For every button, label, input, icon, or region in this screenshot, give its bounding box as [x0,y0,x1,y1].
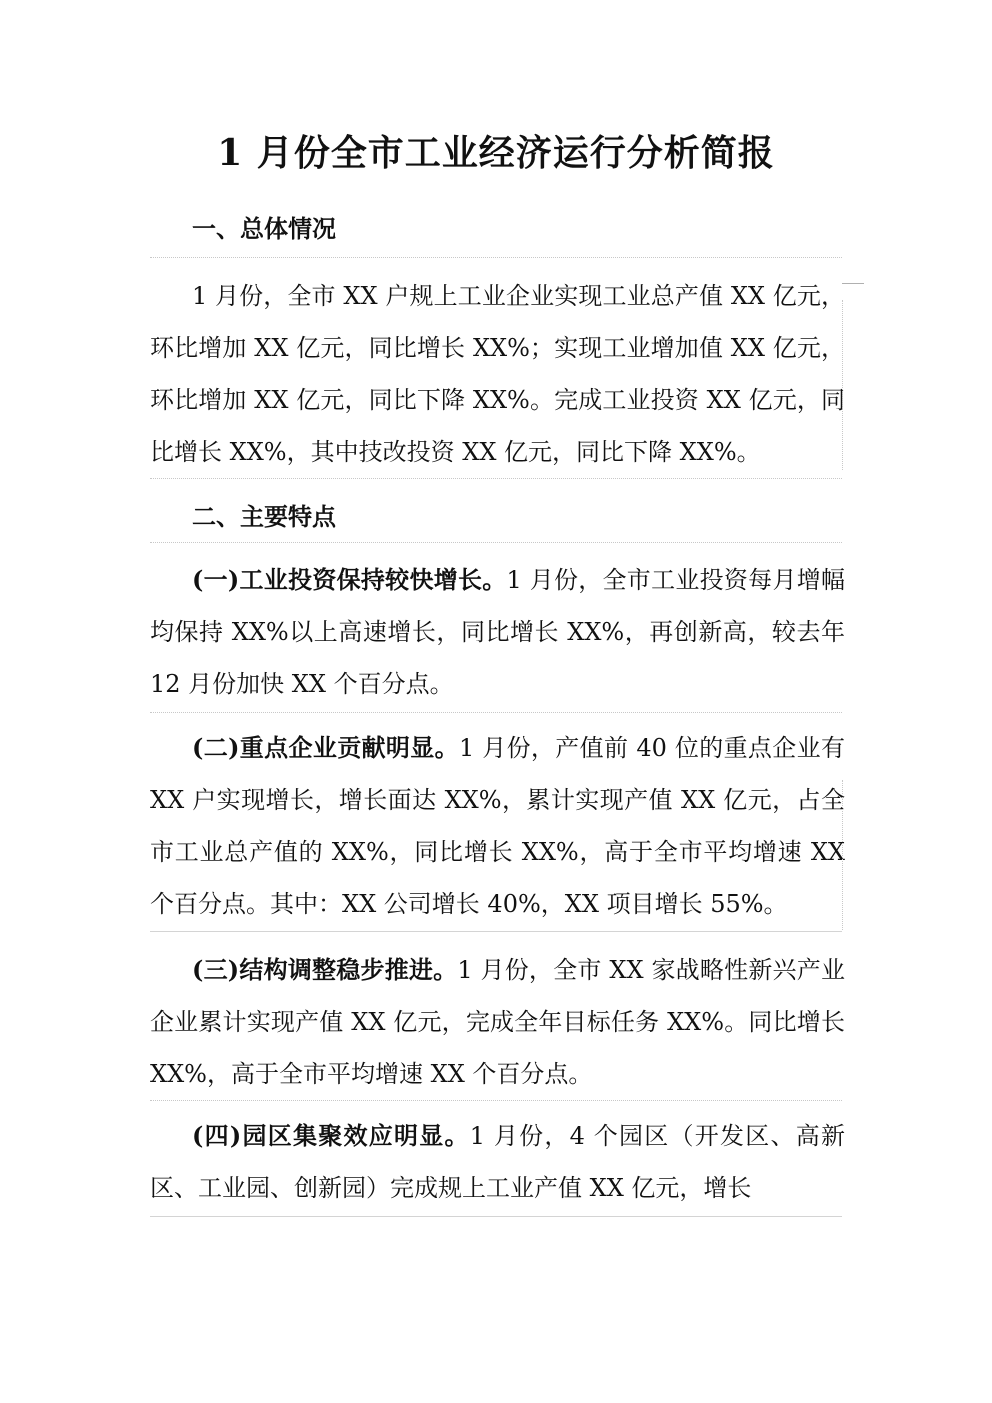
feature-item-3 [150,944,845,1100]
margin-rule [842,300,843,470]
feature-lead: (一)工业投资保持较快增长。 [192,565,507,594]
feature-item-4 [150,1110,845,1214]
feature-paragraph [150,1110,845,1214]
feature-paragraph [150,944,845,1100]
section-1-body [150,270,845,478]
document-title: 1 月份全市工业经济运行分析简报 [217,132,775,174]
feature-paragraph [150,554,845,710]
divider [150,931,842,932]
divider [150,712,842,713]
divider [150,1100,842,1101]
feature-item-2 [150,722,845,930]
divider [150,478,842,479]
section-2-heading: 二、主要特点 [192,502,336,531]
feature-item-1 [150,554,845,710]
section-1-paragraph: 1 月份，全市 XX 户规上工业企业实现工业总产值 XX 亿元，环比增加 XX 亿元，同比增长 XX%；实现工业增加值 XX 亿元，环比增加 XX 亿元，同比下降 XX%。完成工业投资 XX 亿元，同比增长 XX%，其中技改投资 XX 亿元，同比下降 XX%。 [150,282,845,466]
section-1-heading: 一、总体情况 [192,214,336,243]
feature-text: 1 月份，全市 XX 家战略性新兴产业企业累计实现产值 XX 亿元，完成全年目标任务 XX%。同比增长 XX%，高于全市平均增速 XX 个百分点。 [150,956,845,1088]
feature-text: 1 月份，全市工业投资每月增幅均保持 XX%以上高速增长，同比增长 XX%，再创新高，较去年 12 月份加快 XX 个百分点。 [150,566,845,698]
feature-lead: (三)结构调整稳步推进。 [192,955,458,984]
feature-lead: (四)园区集聚效应明显。 [192,1121,470,1150]
feature-paragraph [150,722,845,930]
margin-rule [842,780,843,930]
divider [150,257,842,258]
section-2 [150,500,845,534]
feature-text: 1 月份，产值前 40 位的重点企业有 XX 户实现增长，增长面达 XX%，累计实现产值 XX 亿元，占全市工业总产值的 XX%，同比增长 XX%，高于全市平均增速 XX 个百分点。其中：XX 公司增长 40%，XX 项目增长 55%。 [150,734,845,918]
section-1 [150,212,845,246]
divider [150,1216,842,1217]
feature-text: 1 月份，4 个园区（开发区、高新区、工业园、创新园）完成规上工业产值 XX 亿元，增长 [150,1122,845,1202]
feature-lead: (二)重点企业贡献明显。 [192,733,459,762]
divider [150,542,842,543]
margin-mark [842,283,864,284]
